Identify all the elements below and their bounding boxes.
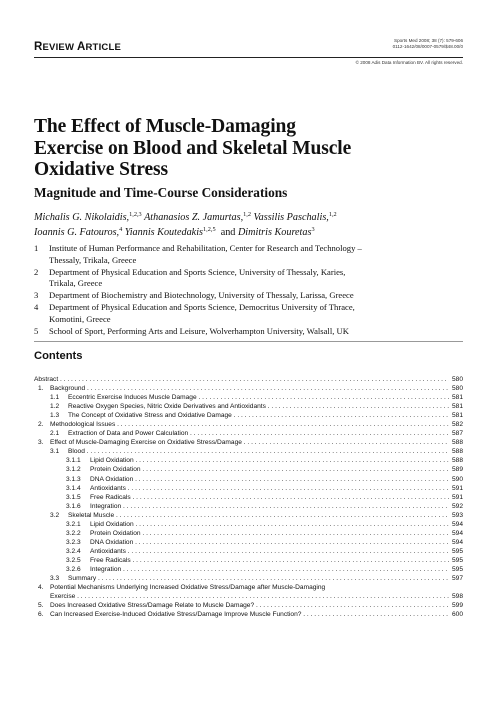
toc-entry-page: 599 bbox=[449, 601, 463, 610]
toc-entry[interactable] bbox=[34, 420, 463, 429]
toc-entry-number: 3.2.5 bbox=[66, 556, 81, 564]
author-affil-sup: 1,2,3 bbox=[129, 211, 142, 218]
toc-entry-number: 3.1.3 bbox=[66, 475, 81, 483]
toc-entry-page: 595 bbox=[449, 556, 463, 565]
title-line-1: The Effect of Muscle-Damaging bbox=[34, 116, 296, 137]
affiliation-item: 3 Department of Biochemistry and Biotechnology, University of Thessaly, Larissa, Greece bbox=[34, 290, 354, 301]
toc-entry[interactable] bbox=[34, 511, 463, 520]
toc-entry-page: 593 bbox=[449, 511, 463, 520]
toc-entry-label: Summary bbox=[68, 575, 97, 583]
toc-entry-number: 3. bbox=[38, 439, 44, 447]
author-list bbox=[34, 211, 464, 240]
table-of-contents bbox=[34, 375, 463, 619]
toc-entry[interactable] bbox=[34, 456, 463, 465]
toc-entry[interactable] bbox=[34, 556, 463, 565]
page-header bbox=[34, 38, 463, 54]
toc-entry-label: Reactive Oxygen Species, Nitric Oxide Derivatives and Antioxidants bbox=[68, 403, 266, 411]
toc-entry-page: 588 bbox=[449, 456, 463, 465]
toc-entry-page: 591 bbox=[449, 484, 463, 493]
toc-entry-page: 594 bbox=[449, 538, 463, 547]
toc-entry[interactable] bbox=[34, 465, 463, 474]
toc-entry-number: 1. bbox=[38, 385, 44, 393]
toc-entry-label: Lipid Oxidation bbox=[90, 457, 134, 465]
toc-entry[interactable] bbox=[34, 393, 463, 402]
title-line-2: Exercise on Blood and Skeletal Muscle bbox=[34, 137, 352, 159]
toc-entry-page: 581 bbox=[449, 411, 463, 420]
toc-entry-page: 595 bbox=[449, 547, 463, 556]
toc-entry-label: Free Radicals bbox=[90, 556, 131, 564]
toc-entry[interactable] bbox=[34, 384, 463, 393]
toc-entry-number: 2.1 bbox=[50, 430, 60, 438]
header-rule bbox=[34, 57, 463, 58]
affiliation-item: 4 Department of Physical Education and Sports Science, Democritus University of Thrace, Komotini, Greece bbox=[34, 301, 355, 324]
toc-entry-label: Potential Mechanisms Underlying Increased Oxidative Stress/Damage after Muscle-Damaging bbox=[50, 584, 326, 592]
toc-entry-number: 3.2.4 bbox=[66, 547, 81, 555]
toc-entry-page: 594 bbox=[449, 529, 463, 538]
toc-entry-label: DNA Oxidation bbox=[90, 475, 134, 483]
author-affil-sup: 1,2,5 bbox=[203, 225, 216, 233]
author-name: Ioannis G. Fatouros, bbox=[34, 226, 120, 238]
toc-entry[interactable] bbox=[34, 601, 463, 610]
toc-entry-label: Does Increased Oxidative Stress/Damage Relate to Muscle Damage? bbox=[50, 602, 255, 610]
toc-entry-label: Blood bbox=[68, 448, 85, 456]
toc-entry-number: 5. bbox=[38, 602, 44, 610]
toc-entry-label: Protein Oxidation bbox=[90, 466, 141, 474]
toc-entry[interactable] bbox=[34, 411, 463, 420]
author-affil-sup: 1,2 bbox=[243, 211, 251, 218]
journal-line-2: 0112-1642/08/0007-0579/$48.00/0 bbox=[392, 44, 463, 50]
toc-entry[interactable] bbox=[34, 574, 463, 583]
toc-entry[interactable] bbox=[34, 429, 463, 438]
contents-heading: Contents bbox=[34, 350, 83, 362]
toc-entry[interactable] bbox=[34, 484, 463, 493]
toc-entry-page: 581 bbox=[449, 402, 463, 411]
toc-entry-label: Can Increased Exercise-Induced Oxidative Stress/Damage Improve Muscle Function? bbox=[50, 611, 302, 619]
toc-entry-label: The Concept of Oxidative Stress and Oxidative Damage bbox=[68, 412, 232, 420]
toc-entry-label: Integration bbox=[90, 502, 122, 510]
author-name: Yiannis Koutedakis bbox=[124, 226, 203, 238]
author-conjunction: and bbox=[220, 226, 236, 238]
toc-entry-page: 581 bbox=[449, 393, 463, 402]
toc-entry-page: 580 bbox=[449, 384, 463, 393]
toc-entry-number: 3.1 bbox=[50, 448, 60, 456]
affiliation-list bbox=[34, 243, 464, 337]
toc-entry-page: 591 bbox=[449, 493, 463, 502]
toc-entry-number: 3.2 bbox=[50, 511, 60, 519]
toc-entry-page: 588 bbox=[449, 447, 463, 456]
toc-entry-label: Antioxidants bbox=[90, 484, 126, 492]
toc-entry-label: Effect of Muscle-Damaging Exercise on Oxidative Stress/Damage bbox=[50, 439, 242, 447]
toc-entry[interactable] bbox=[34, 610, 463, 619]
toc-entry-label: Antioxidants bbox=[90, 547, 126, 555]
journal-citation bbox=[393, 38, 463, 50]
toc-entry-label: Skeletal Muscle bbox=[68, 511, 115, 519]
toc-entry[interactable] bbox=[34, 520, 463, 529]
toc-entry-page: 589 bbox=[449, 465, 463, 474]
article-subtitle: Magnitude and Time-Course Considerations bbox=[34, 185, 288, 200]
toc-entry[interactable] bbox=[34, 375, 463, 384]
author-line-1 bbox=[34, 211, 464, 226]
toc-entry-label: Protein Oxidation bbox=[90, 529, 141, 537]
toc-entry-label: Exercise bbox=[50, 593, 76, 601]
toc-entry[interactable] bbox=[34, 447, 463, 456]
toc-entry-number: 3.3 bbox=[50, 575, 60, 583]
toc-entry-page: 587 bbox=[449, 429, 463, 438]
contents-rule bbox=[34, 341, 463, 342]
toc-entry-label: DNA Oxidation bbox=[90, 538, 134, 546]
author-affil-sup: 4 bbox=[119, 225, 123, 233]
article-title bbox=[34, 116, 464, 181]
toc-entry[interactable] bbox=[34, 592, 463, 601]
toc-entry-label: Abstract bbox=[34, 376, 59, 383]
section-label: REVIEW ARTICLE bbox=[34, 41, 122, 53]
toc-entry-number: 6. bbox=[38, 611, 44, 619]
author-name: Michalis G. Nikolaidis, bbox=[34, 212, 130, 223]
toc-entry-number: 3.1.1 bbox=[66, 457, 81, 465]
toc-entry-label: Background bbox=[50, 385, 86, 393]
copyright-notice: © 2008 Adis Data Information BV. All rights reserved. bbox=[355, 60, 463, 65]
toc-entry-label: Integration bbox=[90, 565, 122, 573]
toc-entry-number: 1.1 bbox=[50, 394, 60, 402]
toc-entry-page: 598 bbox=[449, 592, 463, 601]
toc-entry-page: 600 bbox=[449, 610, 463, 619]
toc-entry[interactable] bbox=[34, 538, 463, 547]
toc-entry-page: 592 bbox=[449, 502, 463, 511]
author-line-2 bbox=[34, 226, 464, 241]
toc-entry-page: 590 bbox=[449, 475, 463, 484]
toc-entry-label: Lipid Oxidation bbox=[90, 520, 134, 528]
affiliation-item: 1 Institute of Human Performance and Rehabilitation, Center for Research and Technology – Thessaly, Trikala, Greece bbox=[34, 243, 362, 265]
toc-entry-label: Eccentric Exercise Induces Muscle Damage bbox=[68, 394, 197, 402]
toc-entry[interactable] bbox=[34, 565, 463, 574]
toc-entry-page: 588 bbox=[449, 438, 463, 447]
toc-entry-label: Free Radicals bbox=[90, 493, 131, 501]
toc-entry[interactable] bbox=[34, 547, 463, 556]
toc-entry-number: 3.1.6 bbox=[66, 502, 81, 510]
toc-entry-page: 595 bbox=[449, 565, 463, 574]
toc-entry-number: 1.2 bbox=[50, 403, 60, 411]
toc-entry-number: 2. bbox=[38, 421, 44, 429]
author-affil-sup: 1,2 bbox=[328, 211, 337, 218]
toc-entry-label: Extraction of Data and Power Calculation bbox=[68, 430, 189, 438]
affiliation-item: 2 Department of Physical Education and Sports Science, University of Thessaly, Karies, Trikala, Greece bbox=[34, 266, 346, 289]
toc-entry-page: 597 bbox=[449, 574, 463, 583]
toc-entry-number: 3.1.2 bbox=[66, 466, 81, 474]
toc-entry-number: 3.2.1 bbox=[66, 520, 81, 528]
author-affil-sup: 3 bbox=[311, 225, 315, 233]
author-name: Athanasios Z. Jamurtas, bbox=[144, 212, 244, 223]
toc-entry-page: 582 bbox=[449, 420, 463, 429]
toc-entry[interactable] bbox=[34, 402, 463, 411]
title-line-3: Oxidative Stress bbox=[34, 159, 168, 180]
toc-entry-number: 3.1.5 bbox=[66, 493, 81, 501]
affiliation-item: 5 School of Sport, Performing Arts and Leisure, Wolverhampton University, Walsall, UK bbox=[34, 325, 349, 336]
toc-entry-page: 594 bbox=[449, 520, 463, 529]
journal-line-1: Sports Med 2008; 38 (7): 579-606 bbox=[394, 38, 463, 43]
toc-entry-label: Methodological Issues bbox=[50, 421, 116, 429]
toc-entry-number: 3.2.3 bbox=[66, 538, 81, 546]
author-name: Vassilis Paschalis, bbox=[253, 212, 329, 223]
toc-entry[interactable] bbox=[34, 583, 463, 592]
toc-entry[interactable] bbox=[34, 502, 463, 511]
toc-entry-number: 3.2.6 bbox=[66, 565, 81, 573]
toc-entry[interactable] bbox=[34, 475, 463, 484]
toc-entry[interactable] bbox=[34, 438, 463, 447]
toc-entry-number: 3.2.2 bbox=[66, 529, 81, 537]
author-name: Dimitris Kouretas bbox=[237, 226, 312, 238]
toc-entry[interactable] bbox=[34, 493, 463, 502]
toc-entry[interactable] bbox=[34, 529, 463, 538]
toc-entry-number: 3.1.4 bbox=[66, 484, 81, 492]
toc-entry-number: 1.3 bbox=[50, 412, 60, 420]
toc-entry-page: 580 bbox=[449, 375, 463, 384]
toc-entry-number: 4. bbox=[38, 584, 44, 592]
